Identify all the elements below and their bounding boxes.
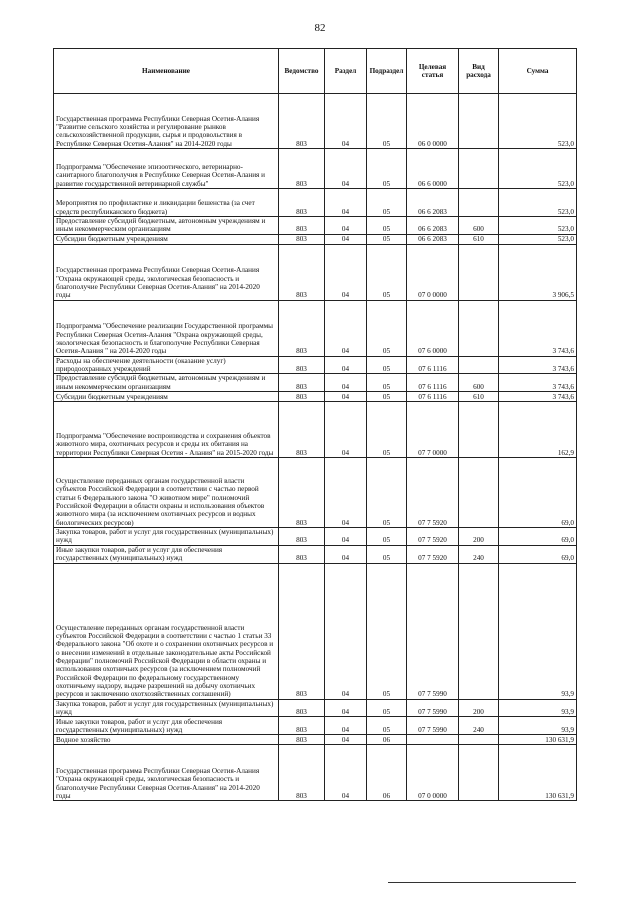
cell-vid <box>459 402 499 458</box>
cell-summa: 523,0 <box>499 94 577 149</box>
cell-podrazdel: 05 <box>367 699 407 717</box>
budget-table <box>53 48 577 801</box>
cell-summa: 93,9 <box>499 717 577 735</box>
cell-podrazdel: 06 <box>367 735 407 745</box>
cell-vid: 600 <box>459 217 499 235</box>
cell-summa: 93,9 <box>499 563 577 699</box>
table-row <box>54 300 577 356</box>
cell-vid: 200 <box>459 699 499 717</box>
cell-summa: 523,0 <box>499 234 577 244</box>
cell-celevaya <box>407 735 459 745</box>
cell-name: Мероприятия по профилактике и ликвидации бешенства (за счет средств республиканского бюджета) <box>54 189 279 217</box>
table-row <box>54 149 577 189</box>
cell-vid <box>459 735 499 745</box>
cell-podrazdel: 06 <box>367 745 407 801</box>
cell-name: Иные закупки товаров, работ и услуг для обеспечения государственных (муниципальных) нужд <box>54 717 279 735</box>
cell-celevaya: 07 7 5920 <box>407 528 459 546</box>
cell-name: Государственная программа Республики Северная Осетия-Алания "Развитие сельского хозяйства и регулирование рынков сельскохозяйственной продукции, сырья и продовольствия в Республике Северная Осетия-Алания" на 2014-2020 годы <box>54 94 279 149</box>
table-row <box>54 234 577 244</box>
cell-vid <box>459 149 499 189</box>
cell-ved: 803 <box>279 189 325 217</box>
cell-razdel: 04 <box>325 392 367 402</box>
cell-ved: 803 <box>279 402 325 458</box>
cell-podrazdel: 05 <box>367 300 407 356</box>
cell-celevaya: 06 0 0000 <box>407 94 459 149</box>
footer-rule <box>388 882 576 883</box>
header-summa: Сумма <box>499 49 577 94</box>
cell-celevaya: 07 0 0000 <box>407 745 459 801</box>
cell-razdel: 04 <box>325 234 367 244</box>
cell-podrazdel: 05 <box>367 374 407 392</box>
cell-summa: 523,0 <box>499 149 577 189</box>
cell-celevaya: 07 7 5990 <box>407 717 459 735</box>
header-name: Наименование <box>54 49 279 94</box>
cell-name: Предоставление субсидий бюджетным, автономным учреждениям и иным некоммерческим организациям <box>54 217 279 235</box>
cell-razdel: 04 <box>325 300 367 356</box>
cell-celevaya: 07 0 0000 <box>407 244 459 300</box>
cell-podrazdel: 05 <box>367 717 407 735</box>
cell-ved: 803 <box>279 528 325 546</box>
cell-celevaya: 07 7 5920 <box>407 545 459 563</box>
cell-name: Осуществление переданных органам государственной власти субъектов Российской Федерации в соответствии с частью 1 статьи 33 Федерального закона "Об охоте и о сохранении охотничьих ресурсов и о внесении изменений в отдельные законодательные акты Российской Федерации" полномочий Российской Федерации в области охраны и использования охотничьих ресурсов (за исключением полномочий Российской Федерации по федеральному государственному охотничьему надзору, выдаче разрешений на добычу охотничьих ресурсов и заключению охотхозяйственных соглашений) <box>54 563 279 699</box>
cell-name: Субсидии бюджетным учреждениям <box>54 392 279 402</box>
cell-vid <box>459 745 499 801</box>
cell-celevaya: 07 6 1116 <box>407 392 459 402</box>
cell-podrazdel: 05 <box>367 545 407 563</box>
cell-summa: 3 743,6 <box>499 356 577 374</box>
cell-name: Подпрограмма "Обеспечение реализации Государственной программы Республики Северная Осетия-Алания "Охрана окружающей среды, экологическая безопасность и благополучие Республики Северная Осетия-Алания " на 2014-2020 годы <box>54 300 279 356</box>
cell-celevaya: 06 6 0000 <box>407 149 459 189</box>
cell-razdel: 04 <box>325 149 367 189</box>
cell-vid <box>459 458 499 528</box>
cell-ved: 803 <box>279 374 325 392</box>
cell-razdel: 04 <box>325 374 367 392</box>
header-vid: Вид расхода <box>459 49 499 94</box>
cell-summa: 3 743,6 <box>499 300 577 356</box>
cell-name: Предоставление субсидий бюджетным, автономным учреждениям и иным некоммерческим организациям <box>54 374 279 392</box>
table-row <box>54 244 577 300</box>
cell-summa: 3 743,6 <box>499 392 577 402</box>
cell-podrazdel: 05 <box>367 402 407 458</box>
cell-razdel: 04 <box>325 94 367 149</box>
cell-summa: 130 631,9 <box>499 745 577 801</box>
table-row <box>54 745 577 801</box>
table-row <box>54 94 577 149</box>
table-row <box>54 735 577 745</box>
cell-ved: 803 <box>279 717 325 735</box>
cell-podrazdel: 05 <box>367 528 407 546</box>
cell-podrazdel: 05 <box>367 94 407 149</box>
cell-name: Подпрограмма "Обеспечение воспроизводства и сохранения объектов животного мира, охотничьих ресурсов и среды их обитания на территории Республики Северная Осетия - Алания" на 2015-2020 годы <box>54 402 279 458</box>
cell-vid: 240 <box>459 545 499 563</box>
cell-summa: 69,0 <box>499 458 577 528</box>
cell-summa: 162,9 <box>499 402 577 458</box>
cell-name: Субсидии бюджетным учреждениям <box>54 234 279 244</box>
cell-summa: 523,0 <box>499 217 577 235</box>
cell-celevaya: 07 6 0000 <box>407 300 459 356</box>
cell-vid <box>459 356 499 374</box>
cell-ved: 803 <box>279 563 325 699</box>
cell-vid: 610 <box>459 234 499 244</box>
cell-name: Расходы на обеспечение деятельности (оказание услуг) природоохранных учреждений <box>54 356 279 374</box>
cell-vid: 610 <box>459 392 499 402</box>
cell-vid <box>459 563 499 699</box>
cell-summa: 3 743,6 <box>499 374 577 392</box>
table-row <box>54 699 577 717</box>
cell-ved: 803 <box>279 94 325 149</box>
cell-podrazdel: 05 <box>367 234 407 244</box>
cell-ved: 803 <box>279 545 325 563</box>
cell-razdel: 04 <box>325 217 367 235</box>
cell-podrazdel: 05 <box>367 217 407 235</box>
table-row <box>54 545 577 563</box>
cell-podrazdel: 05 <box>367 563 407 699</box>
table-header-row <box>54 49 577 94</box>
cell-summa: 69,0 <box>499 545 577 563</box>
header-razdel: Раздел <box>325 49 367 94</box>
cell-razdel: 04 <box>325 356 367 374</box>
cell-podrazdel: 05 <box>367 392 407 402</box>
cell-podrazdel: 05 <box>367 149 407 189</box>
cell-ved: 803 <box>279 458 325 528</box>
cell-summa: 93,9 <box>499 699 577 717</box>
cell-ved: 803 <box>279 217 325 235</box>
cell-ved: 803 <box>279 699 325 717</box>
cell-ved: 803 <box>279 244 325 300</box>
cell-razdel: 04 <box>325 528 367 546</box>
cell-name: Водное хозяйство <box>54 735 279 745</box>
page-number: 82 <box>314 22 326 34</box>
cell-vid <box>459 189 499 217</box>
cell-vid: 240 <box>459 717 499 735</box>
cell-vid <box>459 244 499 300</box>
cell-name: Подпрограмма "Обеспечение эпизоотического, ветеринарно-санитарного благополучия в Республике Северная Осетия-Алания и развитие государственной ветеринарной службы" <box>54 149 279 189</box>
cell-podrazdel: 05 <box>367 189 407 217</box>
table-row <box>54 528 577 546</box>
table-row <box>54 392 577 402</box>
cell-name: Государственная программа Республики Северная Осетия-Алания "Охрана окружающей среды, экологическая безопасность и благополучие Республики Северная Осетия-Алания" на 2014-2020 годы <box>54 244 279 300</box>
cell-vid: 600 <box>459 374 499 392</box>
cell-ved: 803 <box>279 234 325 244</box>
cell-ved: 803 <box>279 745 325 801</box>
cell-razdel: 04 <box>325 189 367 217</box>
cell-celevaya: 07 6 1116 <box>407 356 459 374</box>
table-body <box>54 94 577 801</box>
cell-summa: 523,0 <box>499 189 577 217</box>
cell-summa: 130 631,9 <box>499 735 577 745</box>
cell-razdel: 04 <box>325 717 367 735</box>
cell-ved: 803 <box>279 149 325 189</box>
cell-name: Закупка товаров, работ и услуг для государственных (муниципальных) нужд <box>54 699 279 717</box>
cell-razdel: 04 <box>325 745 367 801</box>
cell-celevaya: 06 6 2083 <box>407 234 459 244</box>
cell-vid <box>459 94 499 149</box>
cell-vid: 200 <box>459 528 499 546</box>
cell-podrazdel: 05 <box>367 458 407 528</box>
header-podrazdel: Подраздел <box>367 49 407 94</box>
cell-razdel: 04 <box>325 563 367 699</box>
header-ved: Ведомство <box>279 49 325 94</box>
cell-summa: 3 906,5 <box>499 244 577 300</box>
cell-razdel: 04 <box>325 458 367 528</box>
cell-ved: 803 <box>279 735 325 745</box>
cell-celevaya: 06 6 2083 <box>407 217 459 235</box>
cell-name: Осуществление переданных органам государственной власти субъектов Российской Федерации в соответствии с частью первой статьи 6 Федерального закона "О животном мире" полномочий Российской Федерации в области охраны и использования объектов животного мира (за исключением охотничьих ресурсов и водных биологических ресурсов) <box>54 458 279 528</box>
table-row <box>54 458 577 528</box>
cell-razdel: 04 <box>325 545 367 563</box>
cell-celevaya: 07 6 1116 <box>407 374 459 392</box>
cell-celevaya: 07 7 5990 <box>407 699 459 717</box>
cell-name: Иные закупки товаров, работ и услуг для обеспечения государственных (муниципальных) нужд <box>54 545 279 563</box>
cell-celevaya: 07 7 0000 <box>407 402 459 458</box>
cell-vid <box>459 300 499 356</box>
cell-summa: 69,0 <box>499 528 577 546</box>
cell-ved: 803 <box>279 356 325 374</box>
table-row <box>54 717 577 735</box>
cell-razdel: 04 <box>325 735 367 745</box>
table-row <box>54 563 577 699</box>
table-row <box>54 356 577 374</box>
cell-celevaya: 06 6 2083 <box>407 189 459 217</box>
cell-razdel: 04 <box>325 699 367 717</box>
table-row <box>54 402 577 458</box>
cell-name: Государственная программа Республики Северная Осетия-Алания "Охрана окружающей среды, экологическая безопасность и благополучие Республики Северная Осетия-Алания" на 2014-2020 годы <box>54 745 279 801</box>
header-celevaya: Целевая статья <box>407 49 459 94</box>
cell-celevaya: 07 7 5990 <box>407 563 459 699</box>
table-row <box>54 189 577 217</box>
cell-podrazdel: 05 <box>367 244 407 300</box>
cell-name: Закупка товаров, работ и услуг для государственных (муниципальных) нужд <box>54 528 279 546</box>
table-row <box>54 217 577 235</box>
cell-razdel: 04 <box>325 402 367 458</box>
table-row <box>54 374 577 392</box>
cell-celevaya: 07 7 5920 <box>407 458 459 528</box>
cell-ved: 803 <box>279 300 325 356</box>
cell-razdel: 04 <box>325 244 367 300</box>
cell-podrazdel: 05 <box>367 356 407 374</box>
cell-ved: 803 <box>279 392 325 402</box>
